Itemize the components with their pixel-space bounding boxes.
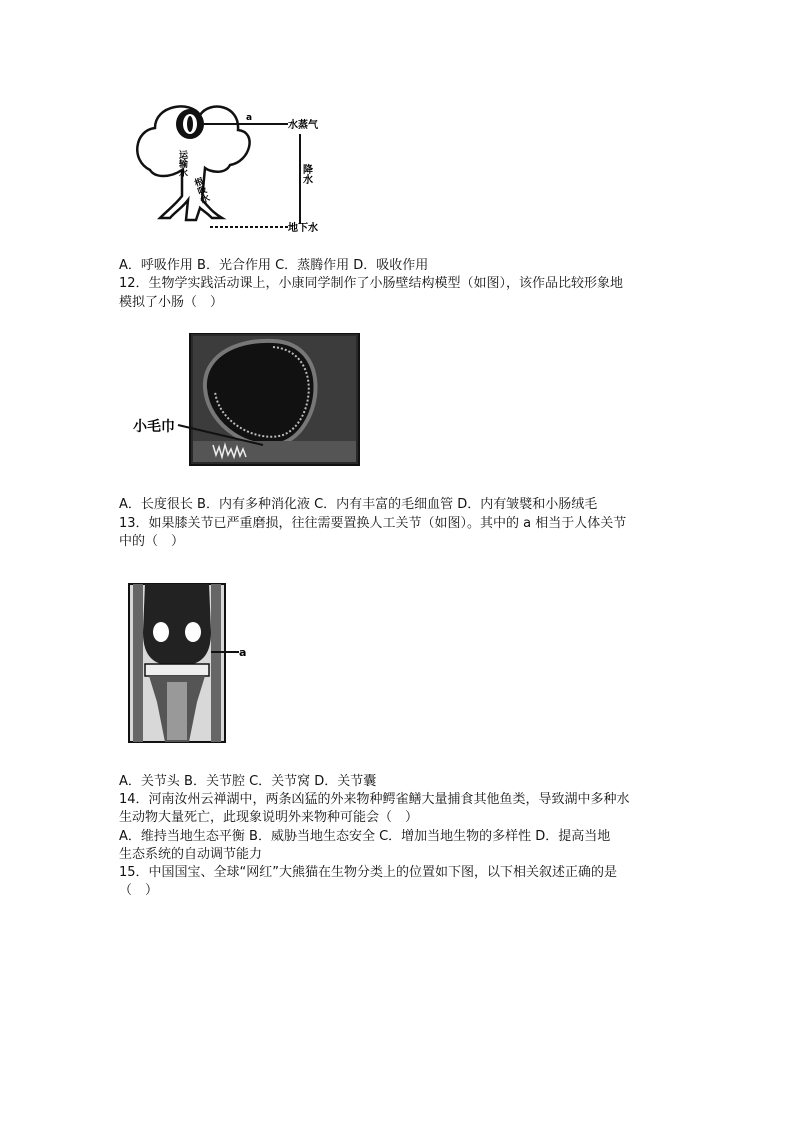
q12-options: A．长度很长 B．内有多种消化液 C．内有丰富的毛细血管 D．内有皱襞和小肠绒毛 [119,497,598,512]
q14-stem-line2: 生动物大量死亡，此现象说明外来物种可能会（ ） [119,810,419,825]
q13-stem-line1: 13．如果膝关节已严重磨损，往往需要置换人工关节（如图）。其中的 a 相当于人体关节 [119,516,627,531]
label-rain: 降水 [300,164,312,184]
label-root: 根吸水 [191,176,210,206]
label-ground: 地下水 [288,223,318,234]
q14-options-line2: 生态系统的自动调节能力 [119,847,263,862]
q12-stem-line1: 12．生物学实践活动课上，小康同学制作了小肠壁结构模型（如图），该作品比较形象地 [119,276,624,291]
intestine-model-figure [133,333,361,467]
q14-stem-line1: 14．河南汝州云禅湖中，两条凶猛的外来物种鳄雀鳝大量捕食其他鱼类，导致湖中多种水 [119,792,630,807]
label-a: a [246,113,253,123]
towel-label: 小毛巾 [133,419,175,435]
label-a-knee: a [239,646,247,659]
label-vapor: 水蒸气 [288,120,318,131]
q12-stem-line2: 模拟了小肠（ ） [119,295,224,310]
knee-joint-figure [127,582,252,745]
water-cycle-figure [130,100,335,240]
q13-options: A．关节头 B．关节腔 C．关节窝 D．关节囊 [119,774,377,789]
q15-stem-line1: 15．中国国宝、全球“网红”大熊猫在生物分类上的位置如下图，以下相关叙述正确的是 [119,865,618,880]
joint-spacer [145,664,209,676]
q14-options-line1: A．维持当地生态平衡 B．威胁当地生态安全 C．增加当地生物的多样性 D．提高当地 [119,829,611,844]
q13-stem-line2: 中的（ ） [119,534,185,549]
q15-stem-line2: （ ） [119,883,159,898]
femur-component [143,584,211,666]
label-left: 运输水 [177,150,187,177]
q11-options: A．呼吸作用 B．光合作用 C．蒸腾作用 D．吸收作用 [119,258,429,273]
